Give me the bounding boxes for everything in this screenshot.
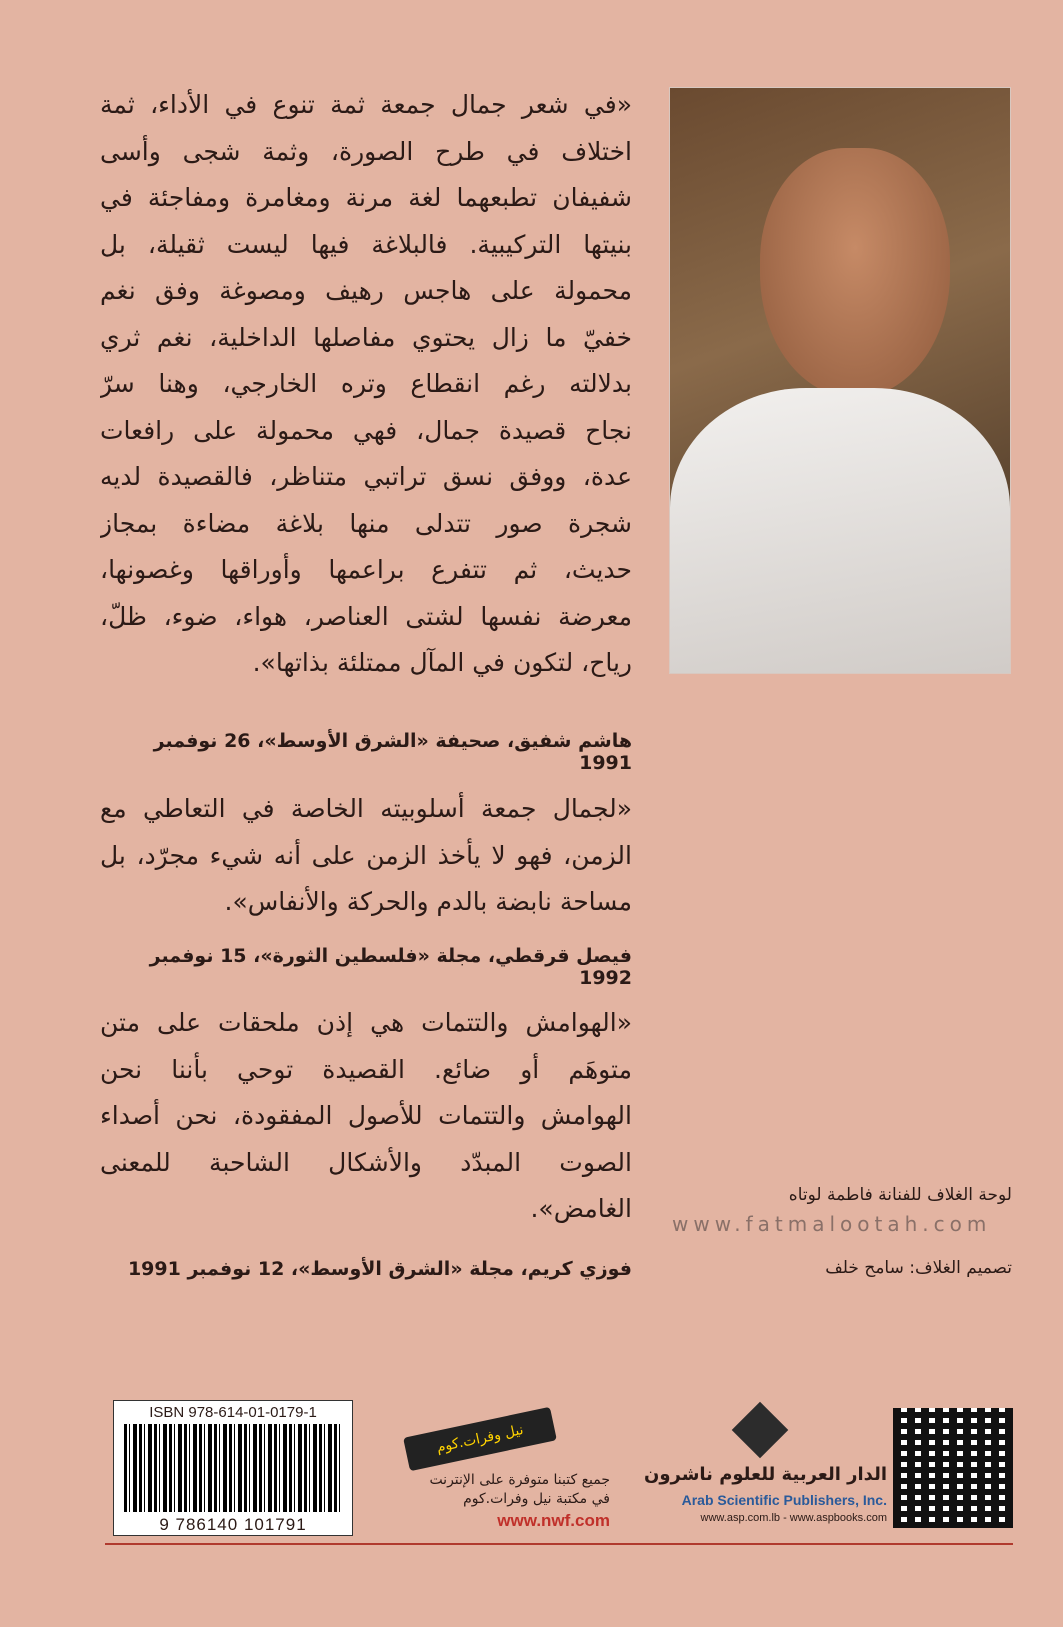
quote-line: الزمن، فهو لا يأخذ الزمن على أنه شيء مجرّد، بل: [100, 840, 632, 870]
quote-3: [100, 1000, 632, 1233]
publisher-web: www.asp.com.lb - www.aspbooks.com: [700, 1512, 887, 1524]
nwf-tag-logo: نيل وفرات.كوم: [403, 1407, 557, 1471]
quote-line: خفيّ ما زال يحتوي مفاصلها الداخلية، نغم ثري: [100, 322, 632, 352]
publisher-logo-icon: [732, 1402, 789, 1459]
barcode-number: 9 786140 101791: [159, 1515, 307, 1534]
quote-line: عدة، ووفق نسق تراتبي متناظر، فالقصيدة لديه: [100, 462, 632, 491]
author-head: [760, 148, 950, 398]
quote-3-source: فوزي كريم، مجلة «الشرق الأوسط»، 12 نوفمبر 1991: [127, 1258, 632, 1280]
quote-line: محمولة على هاجس رهيف ومصوغة وفق نغم: [100, 276, 632, 305]
quote-1-source: هاشم شفيق، صحيفة «الشرق الأوسط»، 26 نوفمبر 1991: [153, 730, 632, 774]
painting-url: www.fatmalootah.com: [672, 1212, 992, 1236]
barcode: [113, 1400, 353, 1536]
quote-line: نجاح قصيدة جمال، فهي محمولة على رافعات: [100, 415, 632, 445]
design-credit: تصميم الغلاف: سامح خلف: [825, 1258, 1012, 1278]
quote-line: الغامض».: [530, 1194, 632, 1223]
quote-line: رياح، لتكون في المآل ممتلئة بذاتها».: [252, 648, 632, 677]
quote-line: معرضة نفسها لشتى العناصر، هواء، ضوء، ظلّ،: [100, 601, 632, 631]
quote-line: اختلاف في طرح الصورة، وثمة شجى وأسى: [100, 136, 632, 166]
quote-line: بنيتها التركيبية. فالبلاغة فيها ليست ثقيلة، بل: [100, 229, 632, 259]
quote-line: الصوت المبدّد والأشكال الشاحبة للمعنى: [100, 1147, 632, 1177]
author-photo: [669, 87, 1011, 674]
quote-2: [100, 786, 632, 926]
qr-code: [893, 1408, 1013, 1528]
quote-line: «في شعر جمال جمعة ثمة تنوع في الأداء، ثمة: [100, 90, 632, 119]
bottom-rule: [105, 1543, 1013, 1545]
publisher-name-ar: الدار العربية للعلوم ناشرون: [643, 1464, 887, 1485]
quote-line: بدلالته رغم انقطاع وتره الخارجي، وهنا سرّ: [100, 369, 632, 398]
quote-line: «لجمال جمعة أسلوبيته الخاصة في التعاطي مع: [100, 794, 632, 823]
painting-credit: لوحة الغلاف للفنانة فاطمة لوتاه: [788, 1185, 1012, 1205]
quote-line: مساحة نابضة بالدم والحركة والأنفاس».: [224, 887, 632, 916]
quote-2-source: فيصل قرقطي، مجلة «فلسطين الثورة»، 15 نوفمبر 1992: [149, 945, 632, 989]
quote-line: متوهَم أو ضائع. القصيدة توحي بأننا نحن: [100, 1054, 632, 1084]
quote-line: حديث، ثم تتفرع براعمها وأوراقها وغصونها،: [100, 555, 632, 584]
quote-1: [100, 82, 632, 687]
quote-line: الهوامش والتتمات للأصول المفقودة، نحن أصداء: [100, 1101, 632, 1130]
nwf-line-1: جميع كتبنا متوفرة على الإنترنت: [429, 1472, 610, 1488]
publisher-name-en: Arab Scientific Publishers, Inc.: [681, 1492, 887, 1508]
author-shirt: [670, 388, 1010, 674]
barcode-bars: [124, 1424, 342, 1512]
nwf-line-2: في مكتبة نيل وفرات.كوم: [463, 1491, 610, 1507]
quote-line: شجرة صور تتدلى منها بلاغة مضاءة بمجاز: [100, 508, 632, 538]
isbn: ISBN 978-614-01-0179-1: [149, 1404, 317, 1421]
quote-line: شفيفان تطبعهما لغة مرنة ومغامرة ومفاجئة في: [100, 183, 632, 212]
quote-line: «الهوامش والتتمات هي إذن ملحقات على متن: [100, 1008, 632, 1037]
nwf-url[interactable]: www.nwf.com: [497, 1511, 610, 1530]
